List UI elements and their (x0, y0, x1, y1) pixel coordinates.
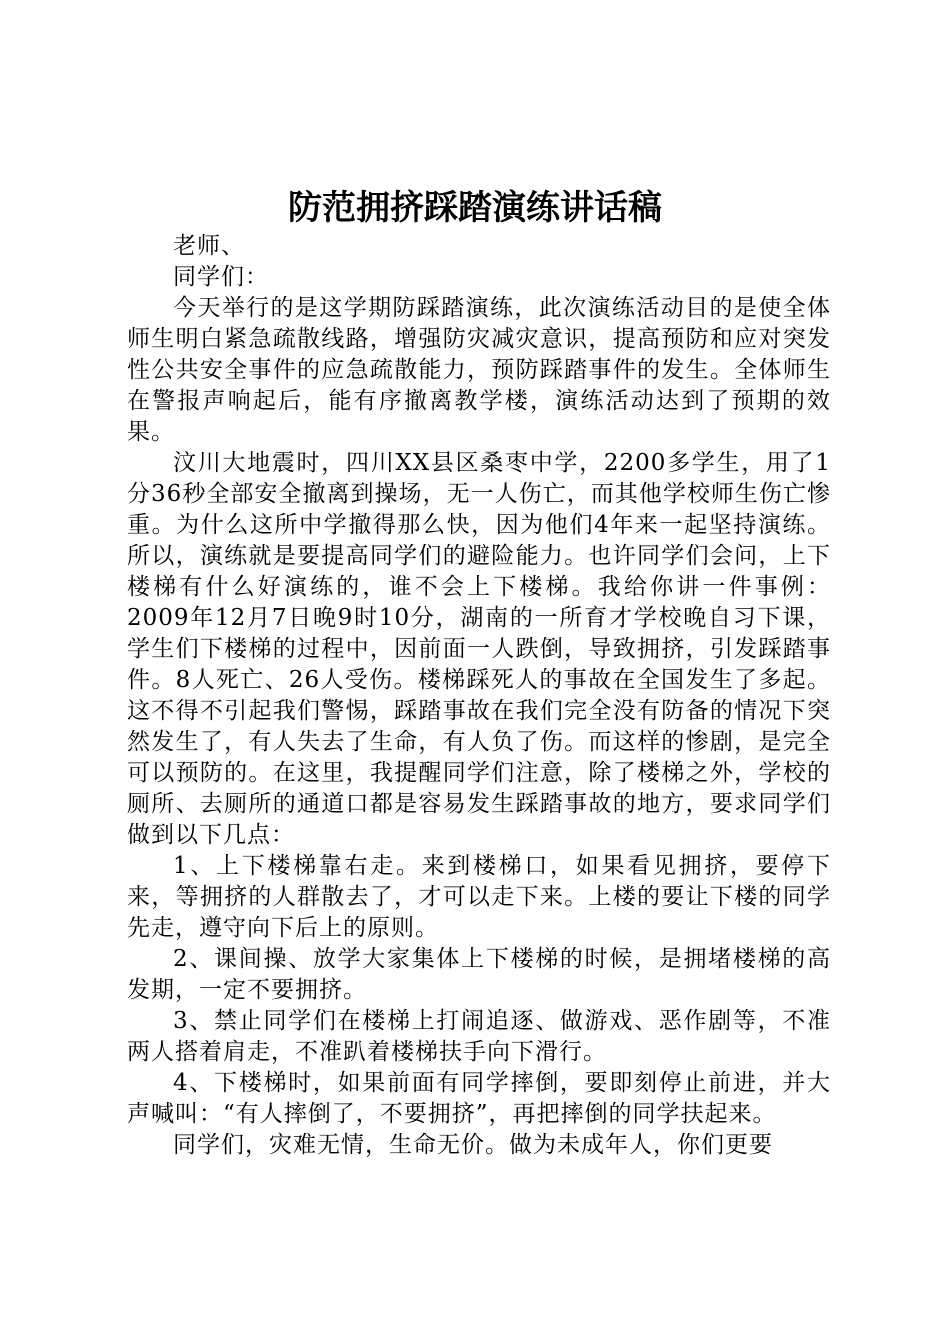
rule-item: 1、上下楼梯靠右走。来到楼梯口，如果看见拥挤，要停下来，等拥挤的人群散去了，才可以走下来。上楼的要让下楼的同学先走，遵守向下后上的原则。 (127, 853, 831, 941)
rule-item: 2、课间操、放学大家集体上下楼梯的时候，是拥堵楼梯的高发期，一定不要拥挤。 (127, 946, 831, 1003)
body-paragraph: 今天举行的是这学期防踩踏演练，此次演练活动目的是使全体师生明白紧急疏散线路，增强防灾减灾意识，提高预防和应对突发性公共安全事件的应急疏散能力，预防踩踏事件的发生。全体师生在警报声响起后，能有序撤离教学楼，演练活动达到了预期的效果。 (127, 295, 831, 445)
greeting-line: 老师、 (173, 233, 245, 259)
greeting-line: 同学们： (173, 264, 269, 290)
body-paragraph: 同学们，灾难无情，生命无价。做为未成年人，你们更要 (173, 1132, 773, 1158)
rule-item: 3、禁止同学们在楼梯上打闹追逐、做游戏、恶作剧等，不准两人搭着肩走，不准趴着楼梯扶手向下滑行。 (127, 1008, 831, 1065)
document-body (127, 231, 831, 1161)
document-title: 防范拥挤踩踏演练讲话稿 (288, 188, 662, 228)
body-paragraph: 汶川大地震时，四川XX县区桑枣中学，2200多学生，用了1分36秒全部安全撤离到操场，无一人伤亡，而其他学校师生伤亡惨重。为什么这所中学撤得那么快，因为他们4年来一起坚持演练。所以，演练就是要提高同学们的避险能力。也许同学们会问，上下楼梯有什么好演练的，谁不会上下楼梯。我给你讲一件事例：2009年12月7日晚9时10分，湖南的一所育才学校晚自习下课，学生们下楼梯的过程中，因前面一人跌倒，导致拥挤，引发踩踏事件。8人死亡、26人受伤。楼梯踩死人的事故在全国发生了多起。这不得不引起我们警惕，踩踏事故在我们完全没有防备的情况下突然发生了，有人失去了生命，有人负了伤。而这样的惨剧，是完全可以预防的。在这里，我提醒同学们注意，除了楼梯之外，学校的厕所、去厕所的通道口都是容易发生踩踏事故的地方，要求同学们做到以下几点： (127, 450, 831, 848)
rule-item: 4、下楼梯时，如果前面有同学摔倒，要即刻停止前进，并大声喊叫：“有人摔倒了，不要拥挤”，再把摔倒的同学扶起来。 (127, 1070, 831, 1127)
